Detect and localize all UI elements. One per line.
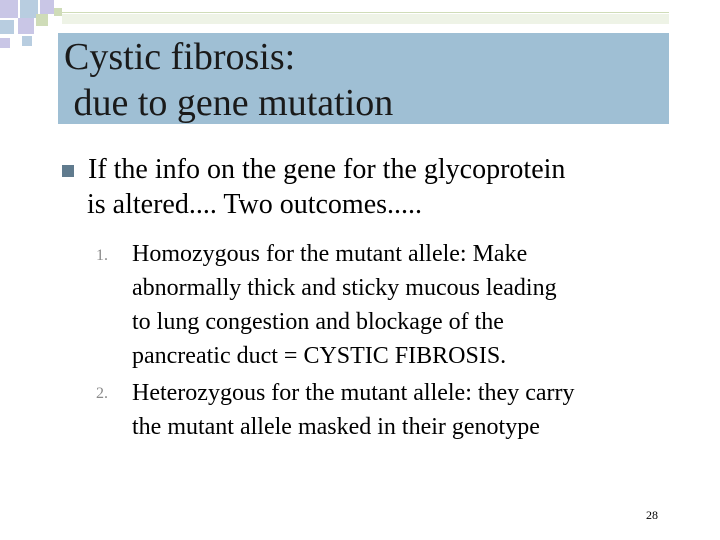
page-number: 28 [646, 508, 658, 522]
item-line: pancreatic duct = CYSTIC FIBROSIS. [132, 343, 507, 369]
bullet-square-icon [62, 165, 74, 177]
item-line: Heterozygous for the mutant allele: they carry [132, 380, 575, 406]
deco-square [22, 36, 32, 46]
deco-square [0, 20, 14, 34]
deco-square [18, 18, 34, 34]
bullet-line: If the info on the gene for the glycoprotein [88, 154, 566, 185]
title-line: due to gene mutation [64, 82, 394, 124]
deco-square [40, 0, 54, 14]
list-item [132, 237, 672, 373]
top-rule-accent [62, 14, 669, 24]
item-line: the mutant allele masked in their genotype [132, 414, 540, 440]
item-line: abnormally thick and sticky mucous leading [132, 275, 557, 301]
item-line: Homozygous for the mutant allele: Make [132, 241, 528, 267]
item-line: to lung congestion and blockage of the [132, 309, 504, 335]
deco-square [0, 0, 18, 18]
item-number: 1. [96, 247, 108, 264]
top-rule [54, 12, 669, 13]
slide-title [64, 34, 664, 126]
deco-square [0, 38, 10, 48]
title-line: Cystic fibrosis: [64, 36, 296, 78]
list-item [132, 376, 672, 444]
item-number: 2. [96, 385, 108, 402]
deco-square [36, 14, 48, 26]
bullet-text [88, 152, 678, 222]
bullet-line: is altered.... Two outcomes..... [87, 189, 423, 220]
